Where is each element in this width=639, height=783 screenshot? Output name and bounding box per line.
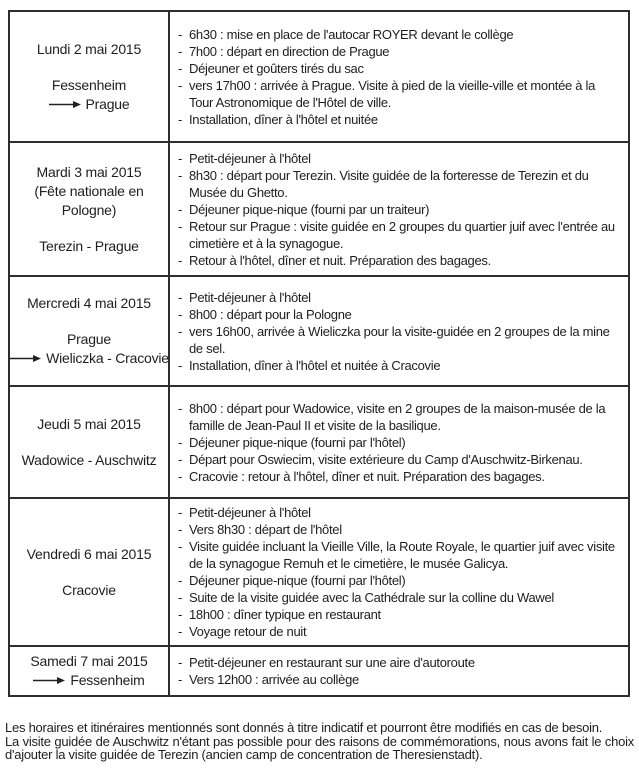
program-item-text: Petit-déjeuner en restaurant sur une aire d'autoroute (189, 655, 475, 670)
bullet-dash: - (178, 77, 183, 93)
bullet-dash: - (178, 468, 183, 484)
program-item-text: Petit-déjeuner à l'hôtel (189, 289, 311, 305)
table-row (9, 498, 629, 646)
day-text: Mardi 3 mai 2015 (36, 163, 142, 180)
spacer (12, 220, 166, 237)
route-destination: Wieliczka - Cracovie (46, 350, 169, 366)
program-items (178, 150, 619, 269)
program-item-text: Cracovie : retour à l'hôtel, dîner et nuit. Préparation des bagages. (189, 468, 545, 484)
program-cell (169, 386, 629, 498)
program-cell (169, 142, 629, 276)
program-item-text: 8h30 : départ pour Terezin. Visite guidée de la forteresse de Terezin et du Musée du Ghetto. (189, 167, 589, 200)
day-text: Samedi 7 mai 2015 (30, 653, 148, 669)
program-item (178, 572, 619, 589)
bullet-dash: - (178, 672, 183, 687)
day-cell (9, 142, 169, 276)
program-items (178, 289, 619, 374)
program-item-text: Installation, dîner à l'hôtel et nuitée à Cracovie (189, 357, 441, 373)
bullet-dash: - (178, 522, 183, 537)
program-item (178, 60, 619, 77)
day-line (12, 415, 166, 434)
day-text: Vendredi 6 mai 2015 (26, 545, 152, 562)
bullet-dash: - (178, 43, 183, 59)
day-cell (9, 646, 169, 696)
table-row (9, 386, 629, 498)
day-text: Mercredi 4 mai 2015 (27, 295, 151, 311)
day-line (12, 76, 166, 95)
program-item (178, 521, 619, 538)
day-cell (9, 386, 169, 498)
day-line (12, 652, 166, 671)
day-text: Terezin - Prague (39, 237, 139, 254)
program-item-text: Déjeuner pique-nique (fourni par un traiteur) (189, 201, 430, 217)
program-item (178, 654, 619, 671)
program-item (178, 671, 619, 688)
program-items (178, 504, 619, 640)
itinerary-document (0, 10, 639, 783)
route-line (12, 671, 166, 690)
footnotes (5, 721, 634, 762)
day-text: Jeudi 5 mai 2015 (37, 415, 141, 432)
program-items (178, 654, 619, 688)
program-item-text: Visite guidée incluant la Vieille Ville, la Route Royale, le quartier juif avec visite de la synagogue Remuh et le cimetière, le musée Galicya. (189, 539, 615, 571)
bullet-dash: - (178, 323, 183, 339)
program-item-text: Voyage retour de nuit (189, 624, 307, 639)
program-item (178, 252, 619, 269)
bullet-dash: - (178, 607, 183, 622)
day-line (12, 294, 166, 313)
program-item-text: Vers 8h30 : départ de l'hôtel (189, 522, 342, 537)
itinerary-table (8, 10, 630, 697)
program-item (178, 323, 619, 357)
program-item (178, 538, 619, 572)
day-line (12, 581, 166, 600)
program-cell (169, 646, 629, 696)
program-items (178, 400, 619, 485)
bullet-dash: - (178, 218, 183, 234)
program-item (178, 451, 619, 468)
route-destination: Prague (85, 95, 130, 112)
route-line (12, 95, 166, 114)
bullet-dash: - (178, 357, 183, 373)
program-item-text: Déjeuner pique-nique (fourni par l'hôtel) (189, 573, 406, 588)
program-item (178, 26, 619, 43)
program-item-text: Petit-déjeuner à l'hôtel (189, 150, 311, 166)
table-row (9, 646, 629, 696)
program-cell (169, 11, 629, 142)
spacer (12, 59, 166, 76)
bullet-dash: - (178, 624, 183, 639)
note-paragraph: Les horaires et itinéraires mentionnés sont donnés à titre indicatif et pourront être modifiés en cas de besoin. (5, 720, 603, 735)
bullet-dash: - (178, 150, 183, 166)
program-item (178, 77, 619, 111)
bullet-dash: - (178, 655, 183, 670)
program-item (178, 111, 619, 128)
day-line (12, 182, 166, 220)
bullet-dash: - (178, 26, 183, 42)
bullet-dash: - (178, 111, 183, 127)
day-text: (Fête nationale en Pologne) (34, 182, 144, 218)
bullet-dash: - (178, 539, 183, 554)
day-text: Prague (67, 331, 111, 347)
program-item-text: Vers 12h00 : arrivée au collège (189, 672, 359, 687)
program-item-text: Installation, dîner à l'hôtel et nuitée (189, 111, 378, 127)
bullet-dash: - (178, 505, 183, 520)
program-item-text: Départ pour Oswiecim, visite extérieure du Camp d'Auschwitz-Birkenau. (189, 451, 583, 467)
program-item (178, 150, 619, 167)
day-cell (9, 498, 169, 646)
program-cell (169, 276, 629, 386)
bullet-dash: - (178, 306, 183, 322)
day-cell (9, 276, 169, 386)
long-right-arrow-icon (33, 671, 65, 690)
day-text: Lundi 2 mai 2015 (36, 40, 142, 57)
program-item (178, 306, 619, 323)
bullet-dash: - (178, 590, 183, 605)
bullet-dash: - (178, 167, 183, 183)
day-line (12, 451, 166, 470)
day-text: Fessenheim (51, 76, 127, 93)
spacer (12, 434, 166, 451)
bullet-dash: - (178, 573, 183, 588)
day-line (12, 40, 166, 59)
long-right-arrow-icon (49, 95, 81, 114)
program-item-text: Petit-déjeuner à l'hôtel (189, 505, 311, 520)
program-item-text: vers 17h00 : arrivée à Prague. Visite à pied de la vieille-ville et montée à la Tour Astronomique de l'Hôtel de ville. (189, 77, 596, 110)
program-item-text: vers 16h00, arrivée à Wieliczka pour la visite-guidée en 2 groupes de la mine de sel. (189, 323, 610, 356)
spacer (12, 564, 166, 581)
day-line (12, 330, 166, 349)
day-line (12, 545, 166, 564)
day-line (12, 237, 166, 256)
route-line (12, 349, 169, 368)
program-item-text: 7h00 : départ en direction de Prague (189, 43, 390, 59)
table-row (9, 276, 629, 386)
program-item-text: Déjeuner pique-nique (fourni par l'hôtel) (189, 434, 406, 450)
program-item-text: 8h00 : départ pour la Pologne (189, 306, 352, 322)
program-item (178, 623, 619, 640)
program-item (178, 167, 619, 201)
day-text: Cracovie (62, 581, 116, 598)
day-line (12, 163, 166, 182)
bullet-dash: - (178, 60, 183, 76)
table-row (9, 142, 629, 276)
bullet-dash: - (178, 400, 183, 416)
program-item (178, 289, 619, 306)
program-item-text: Retour sur Prague : visite guidée en 2 groupes du quartier juif avec l'entrée au cimetière et à la synagogue. (189, 218, 615, 251)
program-items (178, 26, 619, 128)
program-item (178, 434, 619, 451)
program-item (178, 43, 619, 60)
note-paragraph: La visite guidée de Auschwitz n'étant pas possible pour des raisons de commémorations, nous avons fait le choix d'ajouter la visite guidée de Terezin (ancien camp de concentration de Theresienstadt). (5, 733, 634, 762)
itinerary-table-body (9, 11, 629, 696)
program-item-text: 18h00 : dîner typique en restaurant (189, 607, 381, 622)
program-item-text: Déjeuner et goûters tirés du sac (189, 60, 364, 76)
bullet-dash: - (178, 201, 183, 217)
program-item-text: 6h30 : mise en place de l'autocar ROYER devant le collège (189, 26, 514, 42)
day-text: Wadowice - Auschwitz (21, 451, 157, 468)
program-item (178, 468, 619, 485)
program-item (178, 400, 619, 434)
program-item (178, 606, 619, 623)
program-item (178, 589, 619, 606)
bullet-dash: - (178, 252, 183, 268)
bullet-dash: - (178, 434, 183, 450)
long-right-arrow-icon (9, 349, 41, 368)
program-item (178, 218, 619, 252)
program-item-text: Retour à l'hôtel, dîner et nuit. Préparation des bagages. (189, 252, 491, 268)
program-item-text: 8h00 : départ pour Wadowice, visite en 2 groupes de la maison-musée de la famille de Jean-Paul II et visite de la basilique. (189, 400, 606, 433)
program-item (178, 201, 619, 218)
bullet-dash: - (178, 289, 183, 305)
program-item-text: Suite de la visite guidée avec la Cathédrale sur la colline du Wawel (189, 590, 554, 605)
table-row (9, 11, 629, 142)
program-cell (169, 498, 629, 646)
day-cell (9, 11, 169, 142)
spacer (12, 313, 166, 330)
bullet-dash: - (178, 451, 183, 467)
program-item (178, 357, 619, 374)
route-destination: Fessenheim (70, 672, 145, 688)
program-item (178, 504, 619, 521)
